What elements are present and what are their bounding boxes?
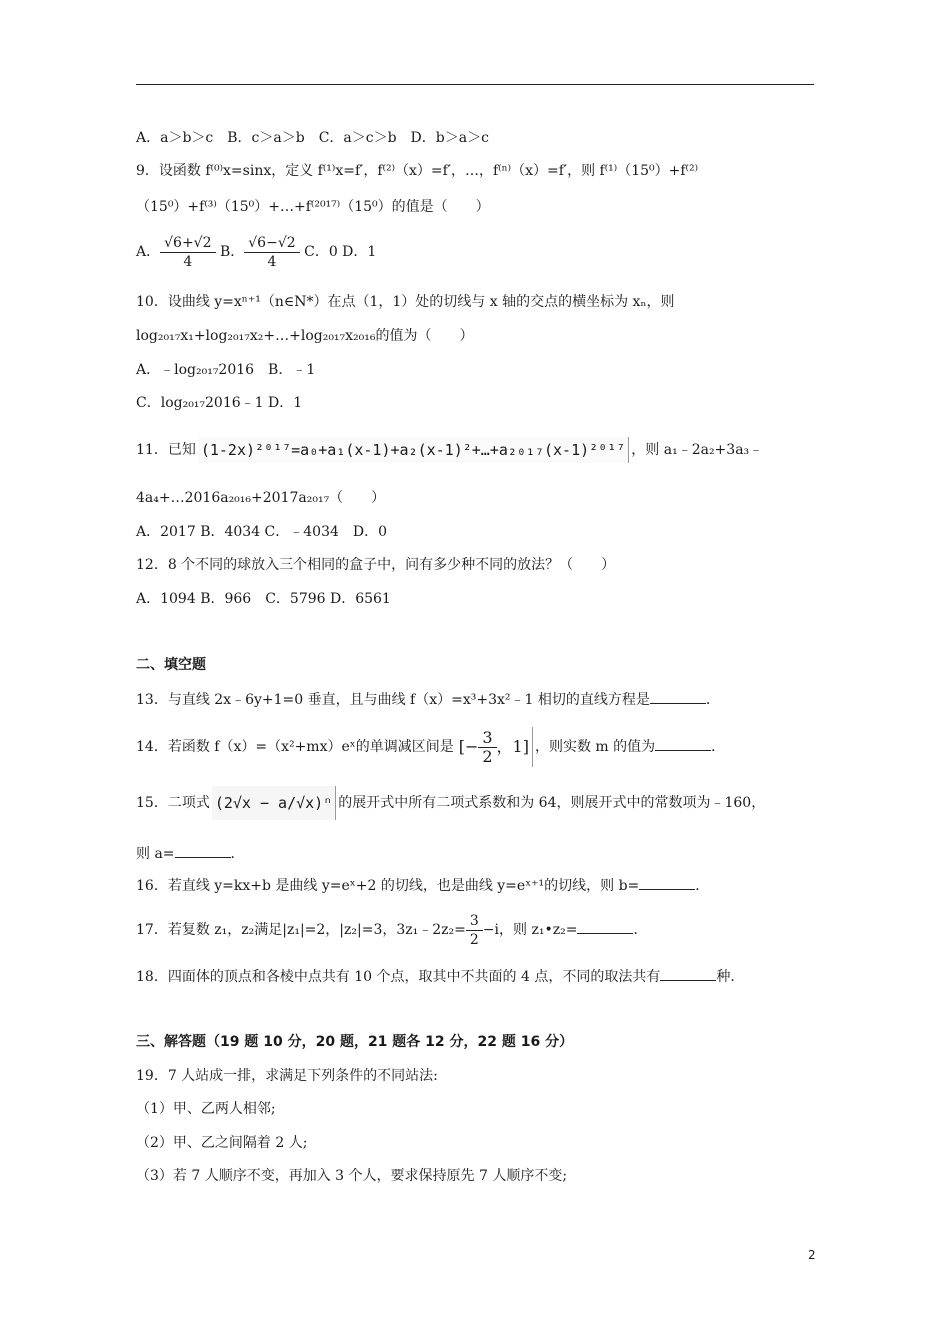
q12-options: A．1094 B．966 C．5796 D．6561 [136, 591, 391, 607]
q16-answer-blank[interactable] [639, 875, 695, 890]
q9-option-a-numerator: √6+√2 [160, 234, 215, 253]
q11-line-1 [136, 437, 826, 463]
q19-question: 19．7 人站成一排，求满足下列条件的不同站法: [136, 1068, 438, 1084]
q14-interval-open: [− [458, 737, 479, 756]
q9-line-2: （15⁰）+f⁽³⁾（15⁰）+…+f⁽²⁰¹⁷⁾（15⁰）的值是（ ） [136, 199, 490, 215]
q9-line-1: 9．设函数 f⁽⁰⁾x=sinx，定义 f⁽¹⁾x=f′，f⁽²⁾（x）=f′，…，f⁽ⁿ⁾（x）=f′，则 f⁽¹⁾（15⁰）+f⁽²⁾ [136, 163, 699, 179]
q15-line-2-text: 则 a= [136, 846, 175, 862]
q11-line-2: 4a₄+…2016a₂₀₁₆+2017a₂₀₁₇（ ） [136, 490, 386, 506]
q18-question [136, 966, 826, 987]
section-2-heading: 二、填空题 [136, 657, 206, 673]
q16-question [136, 875, 826, 896]
q12-question: 12．8 个不同的球放入三个相同的盒子中，问有多少种不同的放法？（ ） [136, 557, 616, 573]
q9-option-a-denominator: 4 [183, 253, 193, 270]
q13-question [136, 689, 826, 710]
q18-end: 种． [716, 969, 745, 985]
q14-answer-blank[interactable] [655, 736, 711, 751]
q14-suffix: ，则实数 m 的值为 [534, 739, 656, 755]
q15-formula: (2√x − a/√x)ⁿ [212, 786, 336, 820]
q10-line-2: log₂₀₁₇x₁+log₂₀₁₇x₂+…+log₂₀₁₇x₂₀₁₆的值为（ ） [136, 328, 474, 344]
header-rule [136, 84, 814, 85]
q19-part-1: （1）甲、乙两人相邻; [136, 1101, 276, 1117]
q17-fraction [466, 912, 483, 949]
q13-text: 13．与直线 2x﹣6y+1=0 垂直，且与曲线 f（x）=x³+3x²﹣1 相切的直线方程是 [136, 692, 650, 708]
q15-answer-blank[interactable] [175, 843, 231, 858]
q11-prefix: 11．已知 [136, 442, 196, 458]
page-number: 2 [808, 1248, 816, 1262]
q15-end: ． [230, 846, 245, 862]
q15-prefix: 15．二项式 [136, 795, 210, 811]
q17-suffix: ，则 z₁•z₂= [499, 922, 578, 938]
q14-numerator: 3 [478, 729, 496, 748]
q17-numerator: 3 [466, 912, 483, 931]
q16-end: ． [695, 878, 710, 894]
q9-options-rest: C．0 D．1 [304, 244, 377, 260]
q14-fraction [478, 729, 496, 766]
q10-options-ab: A．﹣log₂₀₁₇2016 B．﹣1 [136, 362, 316, 378]
q17-prefix: 17．若复数 z₁，z₂满足|z₁|=2，|z₂|=3，3z₁﹣2z₂= [136, 922, 466, 938]
q14-end: ． [711, 739, 726, 755]
q14-interval [456, 727, 533, 767]
q14-prefix: 14．若函数 f（x）=（x²+mx）eˣ的单调减区间是 [136, 739, 454, 755]
q10-options-cd: C．log₂₀₁₇2016﹣1 D．1 [136, 395, 303, 411]
q14-denominator: 2 [482, 747, 493, 766]
section-3-heading: 三、解答题（19 题 10 分，20 题，21 题各 12 分，22 题 16 分） [136, 1034, 574, 1050]
q17-end: ． [633, 922, 648, 938]
q19-part-2: （2）甲、乙之间隔着 2 人; [136, 1135, 308, 1151]
q15-suffix: 的展开式中所有二项式系数和为 64，则展开式中的常数项为﹣160， [338, 795, 766, 811]
q9-option-b-denominator: 4 [267, 253, 277, 270]
q10-line-1: 10．设曲线 y=xⁿ⁺¹（n∈N*）在点（1，1）处的切线与 x 轴的交点的横坐标为 xₙ，则 [136, 294, 675, 310]
q9-option-a-label: A． [136, 244, 161, 260]
q16-text: 16．若直线 y=kx+b 是曲线 y=eˣ+2 的切线，也是曲线 y=eˣ⁺¹的切线，则 b= [136, 878, 640, 894]
q11-options: A．2017 B．4034 C．﹣4034 D．0 [136, 524, 388, 540]
q11-suffix: ，则 a₁﹣2a₂+3a₃﹣ [631, 442, 764, 458]
q13-end: ． [705, 692, 720, 708]
q18-answer-blank[interactable] [660, 966, 716, 981]
q11-formula: (1-2x)²⁰¹⁷=a₀+a₁(x-1)+a₂(x-1)²+…+a₂₀₁₇(x-1)²⁰¹⁷ [198, 437, 629, 463]
q18-text: 18．四面体的顶点和各棱中点共有 10 个点，取其中不共面的 4 点，不同的取法共有 [136, 969, 661, 985]
q17-after-fraction: −i [482, 922, 500, 938]
q9-option-b-fraction [244, 234, 299, 271]
q15-line-2 [136, 843, 826, 864]
q9-option-a-fraction [160, 234, 215, 271]
q14-question [136, 727, 826, 767]
q17-question [136, 910, 826, 950]
q9-options [136, 232, 826, 272]
q15-line-1 [136, 786, 826, 820]
q13-answer-blank[interactable] [650, 689, 706, 704]
q9-option-b-label: B． [219, 244, 245, 260]
q19-part-3: （3）若 7 人顺序不变，再加入 3 个人，要求保持原先 7 人顺序不变; [136, 1168, 568, 1184]
q14-interval-close: ，1] [496, 737, 529, 756]
q9-option-b-numerator: √6−√2 [244, 234, 299, 253]
q17-answer-blank[interactable] [577, 919, 633, 934]
q8-options: A．a＞b＞c B．c＞a＞b C．a＞c＞b D．b＞a＞c [136, 130, 489, 146]
q17-denominator: 2 [469, 931, 479, 948]
